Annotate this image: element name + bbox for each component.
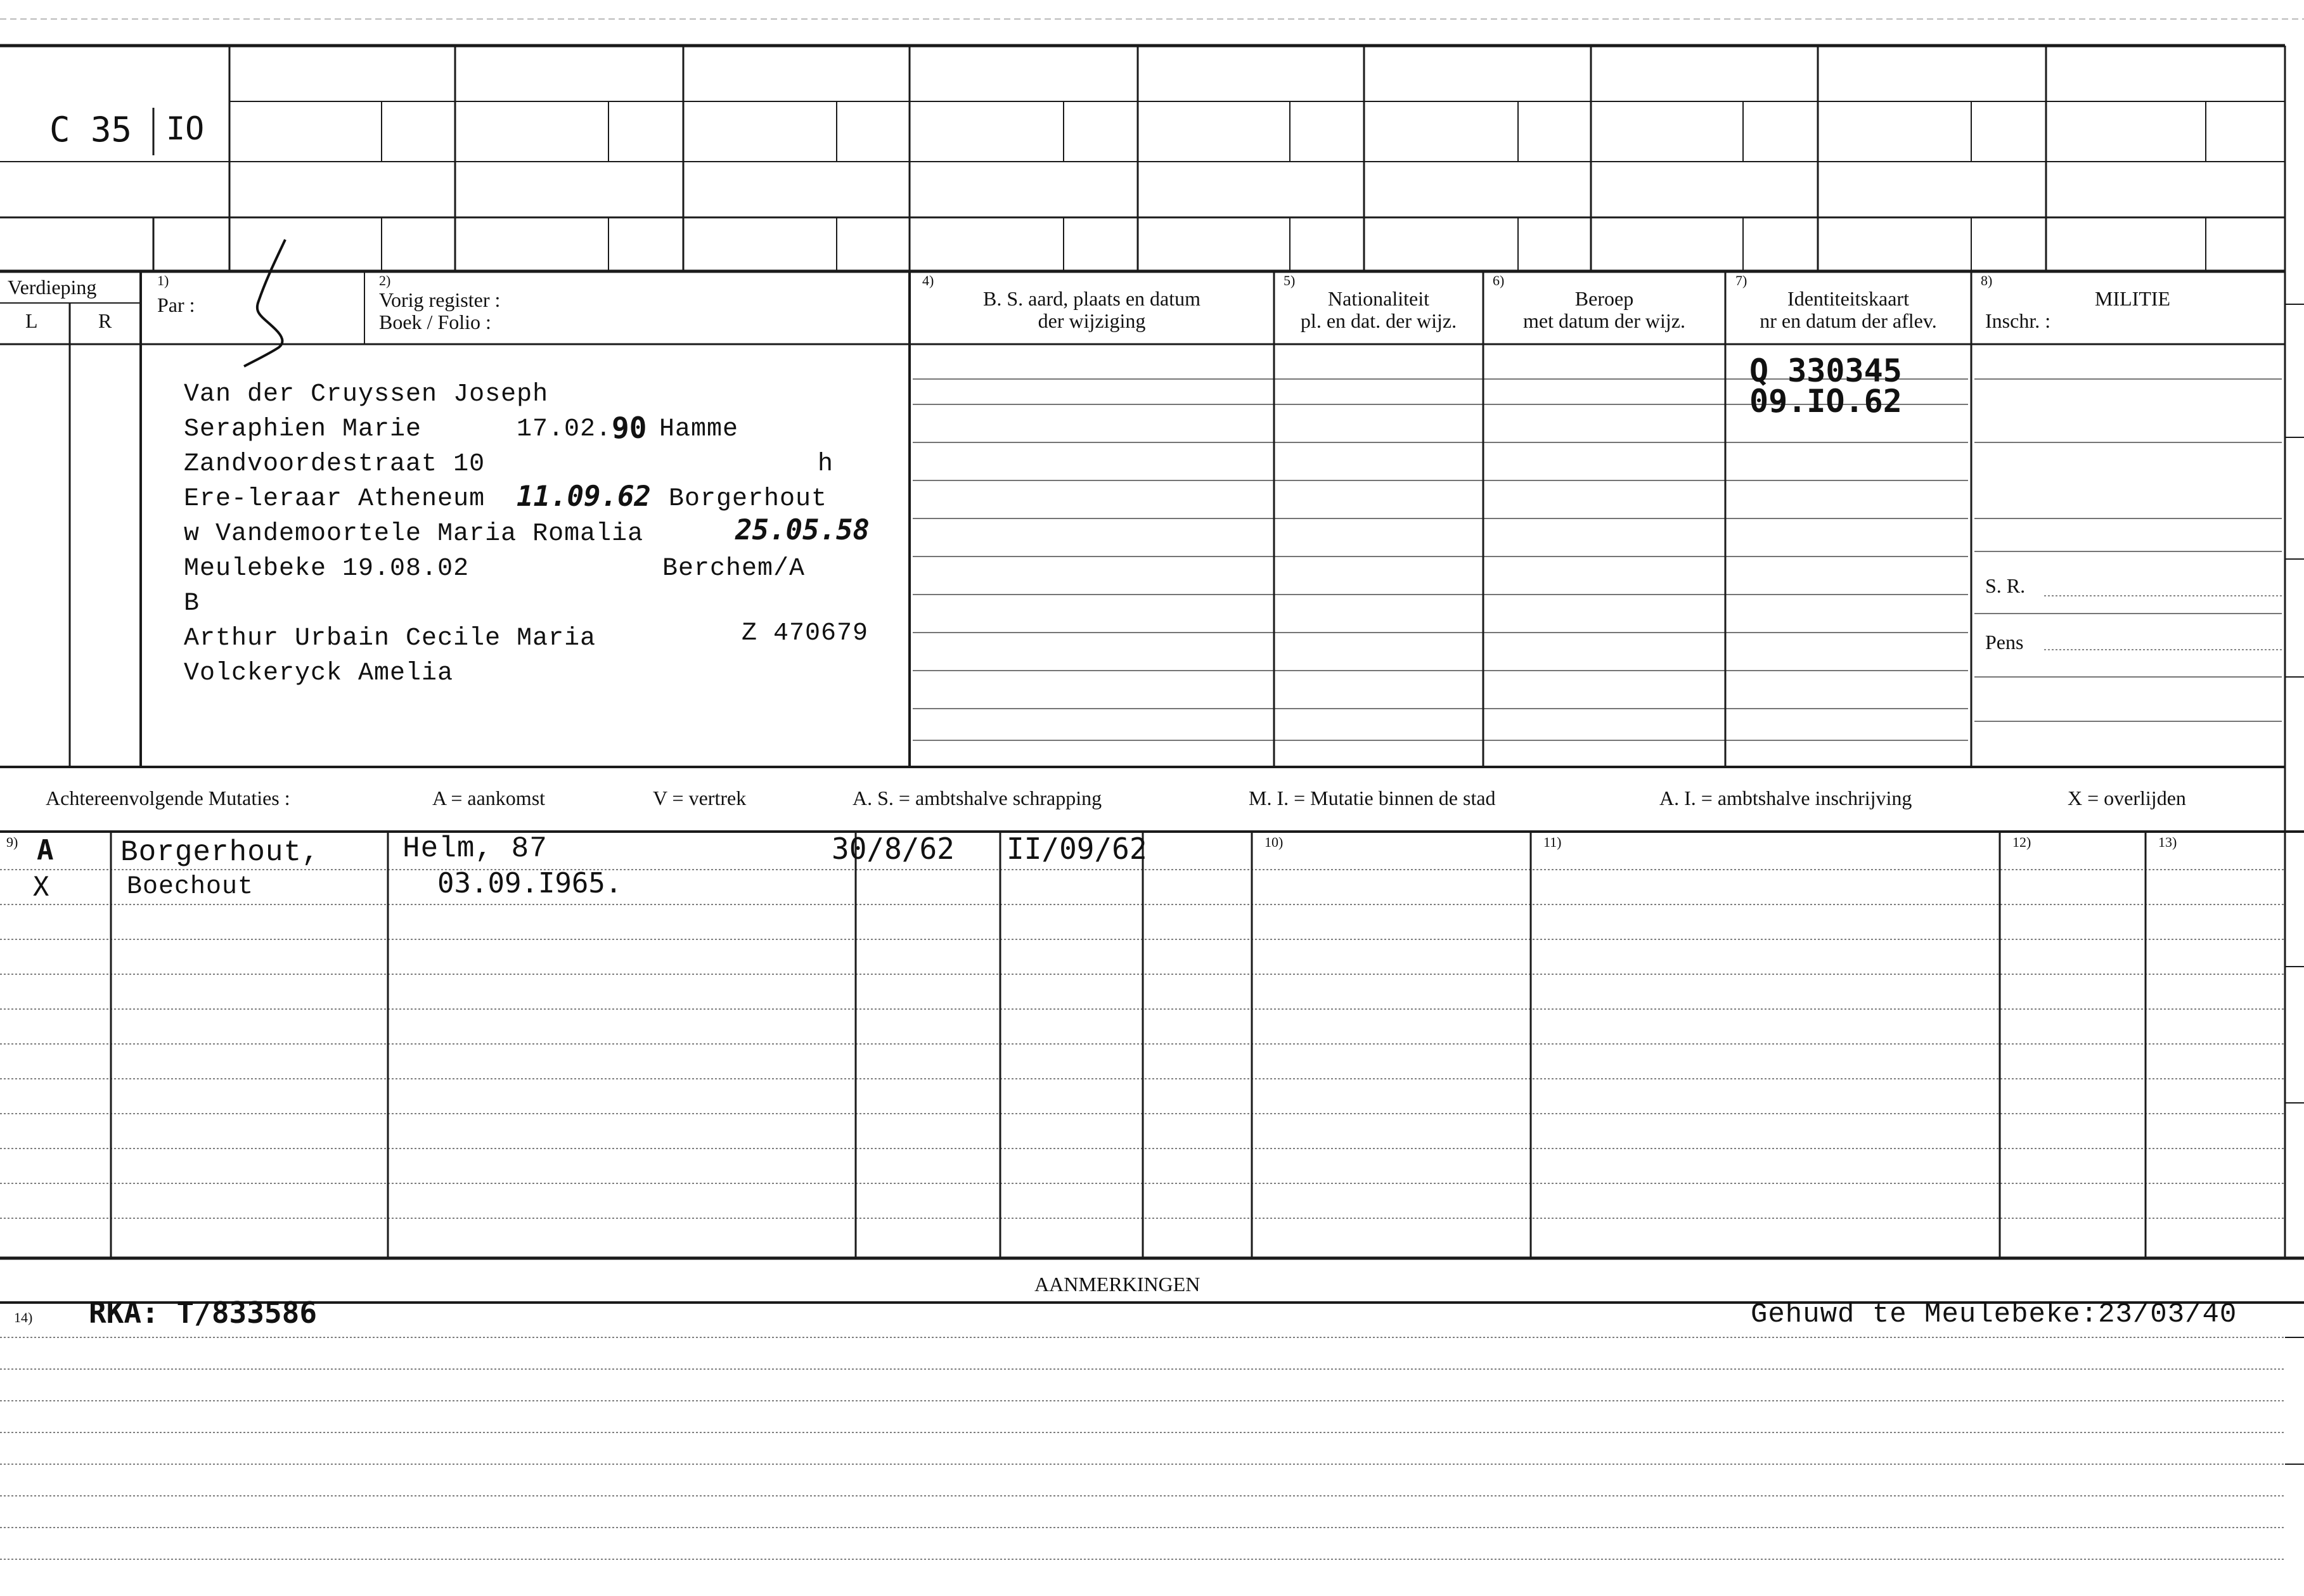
- col-number-1: 1): [157, 273, 169, 288]
- vorig-register-label: Vorig register :: [379, 288, 501, 311]
- mutation-adres: 03.09.I965.: [437, 867, 622, 899]
- aanmerkingen-title: AANMERKINGEN: [1034, 1273, 1200, 1296]
- person-address: Zandvoordestraat 10: [184, 450, 486, 479]
- par-label: Par :: [157, 293, 195, 316]
- nationaliteit-header-line1: Nationaliteit: [1328, 287, 1429, 310]
- person-marriage-date: 25.05.58: [735, 514, 870, 546]
- rka-number: RKA: T/833586: [89, 1296, 318, 1330]
- bs-header-line2: der wijziging: [1038, 309, 1146, 332]
- col-number-12: 12): [2012, 834, 2031, 850]
- col-number-13: 13): [2158, 834, 2177, 850]
- beroep-header-line2: met datum der wijz.: [1523, 309, 1685, 332]
- legend-as: A. S. = ambtshalve schrapping: [853, 787, 1102, 809]
- person-spouse-place: Berchem/A: [662, 555, 806, 583]
- person-birth-date: 17.02.: [517, 415, 612, 444]
- mutation-code: X: [33, 871, 49, 902]
- l-label: L: [25, 309, 38, 332]
- mutation-code: A: [37, 834, 54, 866]
- verdieping-label: Verdieping: [8, 276, 97, 299]
- person-occupation: Ere-leraar Atheneum: [184, 485, 486, 513]
- col-number-5: 5): [1284, 273, 1296, 288]
- person-birth-place: Hamme: [659, 415, 739, 444]
- col-number-2: 2): [379, 273, 391, 288]
- person-spouse-birth: Meulebeke 19.08.02: [184, 555, 470, 583]
- person-occupation-place: Borgerhout: [669, 485, 828, 513]
- person-occupation-date: 11.09.62: [517, 480, 651, 513]
- mutation-datum1: 30/8/62: [832, 832, 955, 866]
- id-card-date: 09.IO.62: [1749, 383, 1902, 420]
- col-number-9: 9): [6, 834, 18, 850]
- person-given-names: Seraphien Marie: [184, 415, 422, 444]
- legend-title: Achtereenvolgende Mutaties :: [46, 787, 290, 809]
- identiteitskaart-header-line2: nr en datum der aflev.: [1760, 309, 1937, 332]
- legend-x: X = overlijden: [2068, 787, 2186, 809]
- legend-a: A = aankomst: [432, 787, 546, 809]
- col-number-14: 14): [14, 1310, 33, 1325]
- mutation-adres: Helm, 87: [402, 832, 548, 865]
- beroep-header-line1: Beroep: [1574, 287, 1634, 310]
- col-number-4: 4): [922, 273, 934, 288]
- col-number-8: 8): [1981, 273, 1993, 288]
- bs-header-line1: B. S. aard, plaats en datum: [982, 287, 1201, 310]
- col-number-7: 7): [1735, 273, 1747, 288]
- legend-v: V = vertrek: [653, 787, 747, 809]
- nationaliteit-header-line2: pl. en dat. der wijz.: [1300, 309, 1457, 332]
- militie-header: MILITIE: [2095, 287, 2171, 310]
- person-address-suffix: h: [818, 450, 834, 479]
- inschr-label: Inschr. :: [1985, 309, 2051, 332]
- person-birth-year: 90: [612, 411, 647, 445]
- mutation-gemeente: Borgerhout,: [120, 836, 320, 869]
- boek-folio-label: Boek / Folio :: [379, 311, 491, 333]
- person-spouse: w Vandemoortele Maria Romalia: [184, 520, 644, 548]
- legend-ai: A. I. = ambtshalve inschrijving: [1659, 787, 1912, 809]
- r-label: R: [98, 309, 112, 332]
- married-note: Gehuwd te Meulebeke:23/03/40: [1751, 1299, 2237, 1330]
- mutation-gemeente: Boechout: [127, 873, 254, 901]
- col-number-10: 10): [1265, 834, 1284, 850]
- par-signature: [241, 235, 311, 374]
- col-number-11: 11): [1543, 834, 1562, 850]
- legend-mi: M. I. = Mutatie binnen de stad: [1249, 787, 1496, 809]
- code-serie: C 35: [49, 110, 132, 150]
- person-code-b: B: [184, 589, 200, 618]
- pens-label: Pens: [1985, 631, 2024, 653]
- person-father: Arthur Urbain Cecile Maria: [184, 624, 596, 653]
- person-father-number: Z 470679: [742, 619, 869, 648]
- id-card-number: Q 330345: [1749, 352, 1902, 389]
- person-name: Van der Cruyssen Joseph: [184, 380, 549, 409]
- col-number-6: 6): [1493, 273, 1505, 288]
- code-nummer: IO: [166, 110, 205, 147]
- sr-label: S. R.: [1985, 574, 2026, 597]
- mutation-datum2: II/09/62: [1007, 832, 1147, 866]
- identiteitskaart-header-line1: Identiteitskaart: [1787, 287, 1909, 310]
- person-mother: Volckeryck Amelia: [184, 659, 454, 688]
